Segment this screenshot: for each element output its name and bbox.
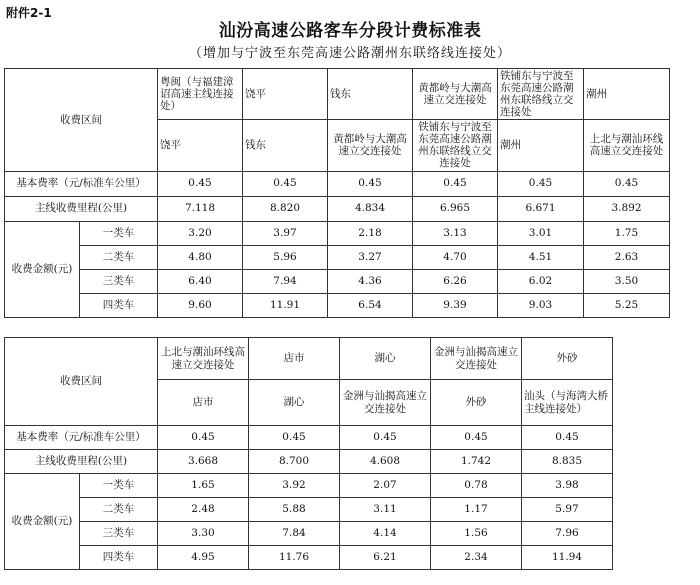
base-rate-value: 0.45	[158, 426, 249, 450]
base-rate-value: 0.45	[584, 171, 670, 196]
from-station: 铁铺东与宁波至东莞高速公路潮州东联络线立交连接处	[498, 69, 584, 120]
mileage-value: 8.820	[243, 196, 328, 221]
base-rate-value: 0.45	[249, 426, 340, 450]
fee-value: 2.18	[328, 221, 413, 245]
base-rate-value: 0.45	[498, 171, 584, 196]
base-rate-value: 0.45	[158, 171, 243, 196]
to-station: 上北与潮汕环线高速立交连接处	[584, 120, 670, 171]
to-station: 店市	[158, 380, 249, 426]
fee-value: 7.96	[522, 522, 613, 546]
section-header: 收费区间	[5, 338, 158, 426]
class-1-label: 一类车	[80, 221, 158, 245]
base-rate-value: 0.45	[522, 426, 613, 450]
mileage-label: 主线收费里程(公里)	[5, 196, 158, 221]
class-2-label: 二类车	[80, 498, 158, 522]
from-station: 粤闽（与福建漳诏高速主线连接处）	[158, 69, 243, 120]
fee-value: 1.75	[584, 221, 670, 245]
fee-amount-label: 收费金额(元)	[5, 474, 80, 570]
from-station: 饶平	[243, 69, 328, 120]
fee-value: 5.97	[522, 498, 613, 522]
base-rate-value: 0.45	[328, 171, 413, 196]
mileage-value: 3.892	[584, 196, 670, 221]
fee-value: 11.76	[249, 546, 340, 570]
fee-value: 3.50	[584, 269, 670, 293]
base-rate-value: 0.45	[413, 171, 498, 196]
from-station: 外砂	[522, 338, 613, 380]
fee-value: 3.27	[328, 245, 413, 269]
fee-value: 2.48	[158, 498, 249, 522]
class-3-label: 三类车	[80, 269, 158, 293]
fee-value: 6.21	[340, 546, 431, 570]
mileage-value: 4.834	[328, 196, 413, 221]
to-station: 铁铺东与宁波至东莞高速公路潮州东联络线立交连接处	[413, 120, 498, 171]
from-station: 湖心	[340, 338, 431, 380]
fee-value: 9.60	[158, 293, 243, 317]
fee-value: 9.39	[413, 293, 498, 317]
attachment-label: 附件2-1	[6, 6, 52, 20]
page-subtitle: （增加与宁波至东莞高速公路潮州东联络线连接处）	[188, 46, 511, 61]
fee-value: 11.91	[243, 293, 328, 317]
fee-value: 4.51	[498, 245, 584, 269]
fee-amount-label: 收费金额(元)	[5, 221, 80, 317]
mileage-label: 主线收费里程(公里)	[5, 450, 158, 474]
fee-value: 5.88	[249, 498, 340, 522]
class-4-label: 四类车	[80, 293, 158, 317]
class-4-label: 四类车	[80, 546, 158, 570]
class-3-label: 三类车	[80, 522, 158, 546]
to-station: 饶平	[158, 120, 243, 171]
fee-value: 4.80	[158, 245, 243, 269]
fee-value: 7.94	[243, 269, 328, 293]
fee-value: 3.30	[158, 522, 249, 546]
to-station: 金洲与汕揭高速立交连接处	[340, 380, 431, 426]
mileage-value: 4.608	[340, 450, 431, 474]
base-rate-label: 基本费率（元/标准车公里）	[5, 171, 158, 196]
class-1-label: 一类车	[80, 474, 158, 498]
fee-value: 6.54	[328, 293, 413, 317]
fee-value: 2.63	[584, 245, 670, 269]
fee-value: 6.26	[413, 269, 498, 293]
fee-value: 3.97	[243, 221, 328, 245]
from-station: 黄都岭与大潮高速立交连接处	[413, 69, 498, 120]
section-header: 收费区间	[5, 69, 158, 172]
fee-table-1	[4, 68, 670, 318]
to-station: 潮州	[498, 120, 584, 171]
class-2-label: 二类车	[80, 245, 158, 269]
fee-value: 1.65	[158, 474, 249, 498]
fee-value: 1.17	[431, 498, 522, 522]
fee-value: 4.95	[158, 546, 249, 570]
fee-value: 11.94	[522, 546, 613, 570]
from-station: 金洲与汕揭高速立交连接处	[431, 338, 522, 380]
page-title: 汕汾高速公路客车分段计费标准表	[218, 21, 482, 41]
fee-value: 3.01	[498, 221, 584, 245]
fee-value: 3.13	[413, 221, 498, 245]
fee-value: 6.40	[158, 269, 243, 293]
from-station: 上北与潮汕环线高速立交连接处	[158, 338, 249, 380]
fee-value: 0.78	[431, 474, 522, 498]
fee-value: 2.07	[340, 474, 431, 498]
from-station: 钱东	[328, 69, 413, 120]
mileage-value: 6.671	[498, 196, 584, 221]
fee-value: 2.34	[431, 546, 522, 570]
fee-value: 6.02	[498, 269, 584, 293]
fee-value: 3.20	[158, 221, 243, 245]
fee-value: 3.98	[522, 474, 613, 498]
from-station: 潮州	[584, 69, 670, 120]
fee-value: 3.92	[249, 474, 340, 498]
mileage-value: 7.118	[158, 196, 243, 221]
mileage-value: 6.965	[413, 196, 498, 221]
to-station: 黄都岭与大潮高速立交连接处	[328, 120, 413, 171]
to-station: 外砂	[431, 380, 522, 426]
fee-table-2	[4, 337, 613, 570]
base-rate-value: 0.45	[243, 171, 328, 196]
base-rate-value: 0.45	[340, 426, 431, 450]
fee-value: 5.96	[243, 245, 328, 269]
mileage-value: 8.700	[249, 450, 340, 474]
fee-value: 5.25	[584, 293, 670, 317]
base-rate-value: 0.45	[431, 426, 522, 450]
base-rate-label: 基本费率（元/标准车公里）	[5, 426, 158, 450]
to-station: 钱东	[243, 120, 328, 171]
fee-value: 7.84	[249, 522, 340, 546]
mileage-value: 8.835	[522, 450, 613, 474]
to-station: 湖心	[249, 380, 340, 426]
from-station: 店市	[249, 338, 340, 380]
mileage-value: 3.668	[158, 450, 249, 474]
fee-value: 9.03	[498, 293, 584, 317]
to-station: 汕头（与海湾大桥主线连接处）	[522, 380, 613, 426]
mileage-value: 1.742	[431, 450, 522, 474]
fee-value: 1.56	[431, 522, 522, 546]
fee-value: 4.36	[328, 269, 413, 293]
fee-value: 4.14	[340, 522, 431, 546]
fee-value: 3.11	[340, 498, 431, 522]
fee-value: 4.70	[413, 245, 498, 269]
